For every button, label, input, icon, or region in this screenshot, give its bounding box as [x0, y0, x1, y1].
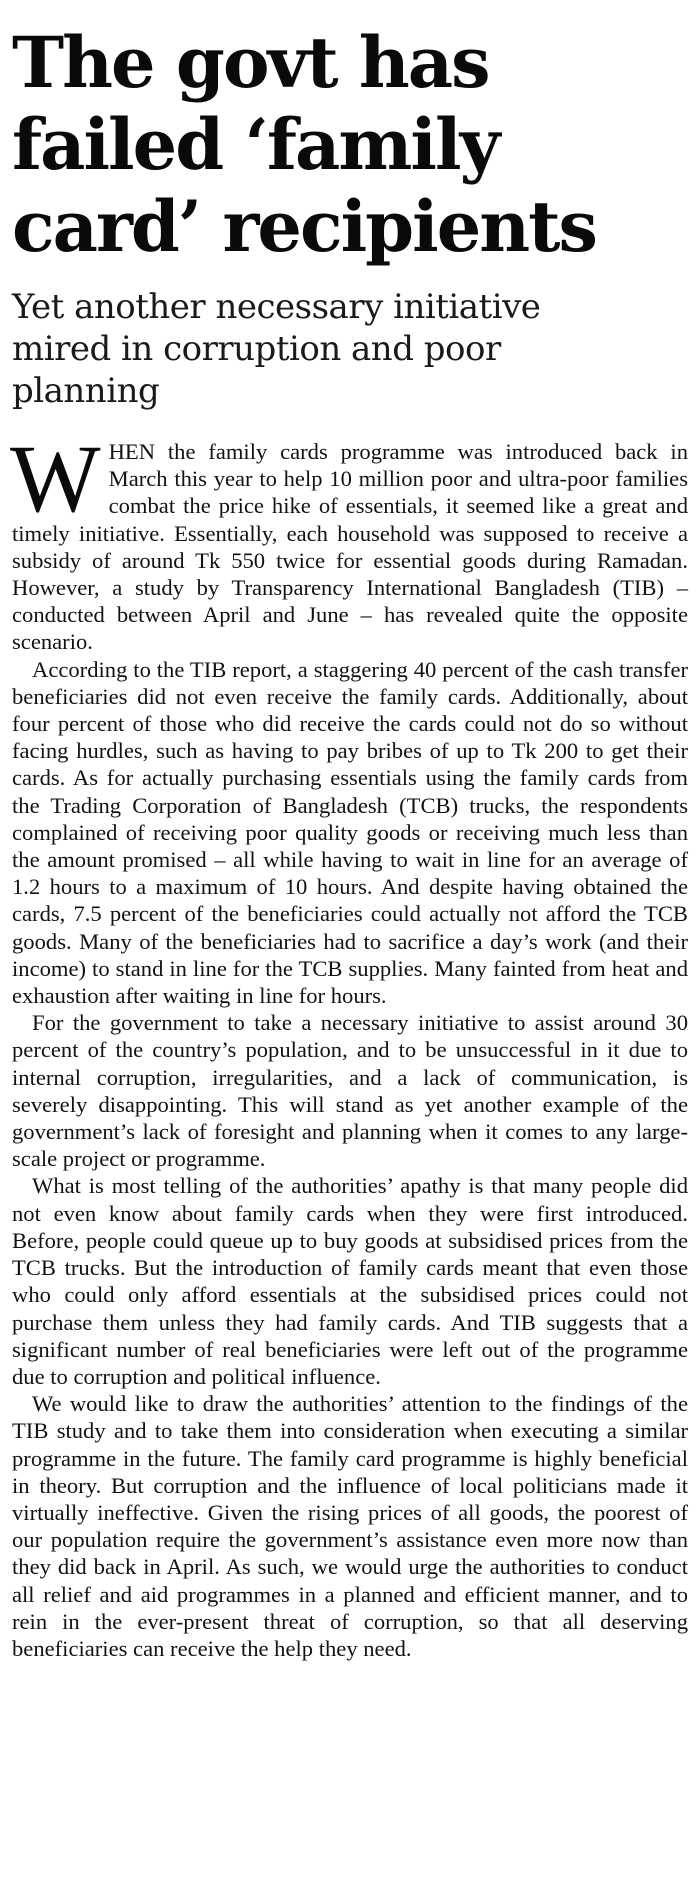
article-body: [10, 425, 688, 1662]
paragraph: According to the TIB report, a staggering 40 percent of the cash transfer beneficiaries did not even receive the family cards. Additionally, about four percent of those who did receive the cards could not do so without facing hurdles, such as having to pay bribes of up to Tk 200 to get their cards. As for actually purchasing essentials using the family cards from the Trading Corporation of Bangladesh (TCB) trucks, the respondents complained of receiving poor quality goods or receiving much less than the amount promised – all while having to wait in line for an average of 1.2 hours to a maximum of 10 hours. And despite having obtained the cards, 7.5 percent of the beneficiaries could actually not afford the TCB goods. Many of the beneficiaries had to sacrifice a day’s work (and their income) to stand in line for the TCB supplies. Many fainted from heat and exhaustion after waiting in line for hours.: [12, 656, 688, 1009]
subheadline: [12, 286, 688, 412]
headline-line: failed ‘family: [12, 103, 499, 186]
paragraph: What is most telling of the authorities’ apathy is that many people did not even know about family cards when they were first introduced. Before, people could queue up to buy goods at subsidised prices from the TCB trucks. But the introduction of family cards meant that even those who could only afford essentials at the subsidised prices could not purchase them unless they had family cards. And TIB suggests that a significant number of real beneficiaries were left out of the programme due to corruption and political influence.: [12, 1173, 688, 1389]
paragraph-text: HEN the family cards programme was introduced back in March this year to help 10 million poor and ultra-poor families combat the price hike of essentials, it seemed like a great and timely initiative. Essentially, each household was supposed to receive a subsidy of around Tk 550 twice for essential goods during Ramadan. However, a study by Transparency International Bangladesh (TIB) – conducted between April and June – has revealed quite the opposite scenario.: [12, 439, 688, 655]
headline: [12, 22, 688, 268]
subheadline-line: Yet another necessary initiative: [12, 287, 541, 327]
subheadline-line: planning: [12, 371, 160, 411]
drop-cap: W: [10, 425, 101, 532]
paragraph: We would like to draw the authorities’ attention to the findings of the TIB study and to take them into consideration when executing a similar programme in the future. The family card programme is highly beneficial in theory. But corruption and the influence of local politicians made it virtually ineffective. Given the rising prices of all goods, the poorest of our population require the government’s assistance even more now than they did back in April. As such, we would urge the authorities to conduct all relief and aid programmes in a planned and efficient manner, and to rein in the ever-present threat of corruption, so that all deserving beneficiaries can receive the help they need.: [12, 1391, 688, 1661]
headline-line: card’ recipients: [12, 185, 596, 268]
paragraph: For the government to take a necessary initiative to assist around 30 percent of the country’s population, and to be unsuccessful in it due to internal corruption, irregularities, and a lack of communication, is severely disappointing. This will stand as yet another example of the government’s lack of foresight and planning when it comes to any large-scale project or programme.: [12, 1010, 688, 1172]
subheadline-line: mired in corruption and poor: [12, 329, 501, 369]
paragraph: [10, 425, 688, 656]
headline-line: The govt has: [12, 21, 489, 104]
